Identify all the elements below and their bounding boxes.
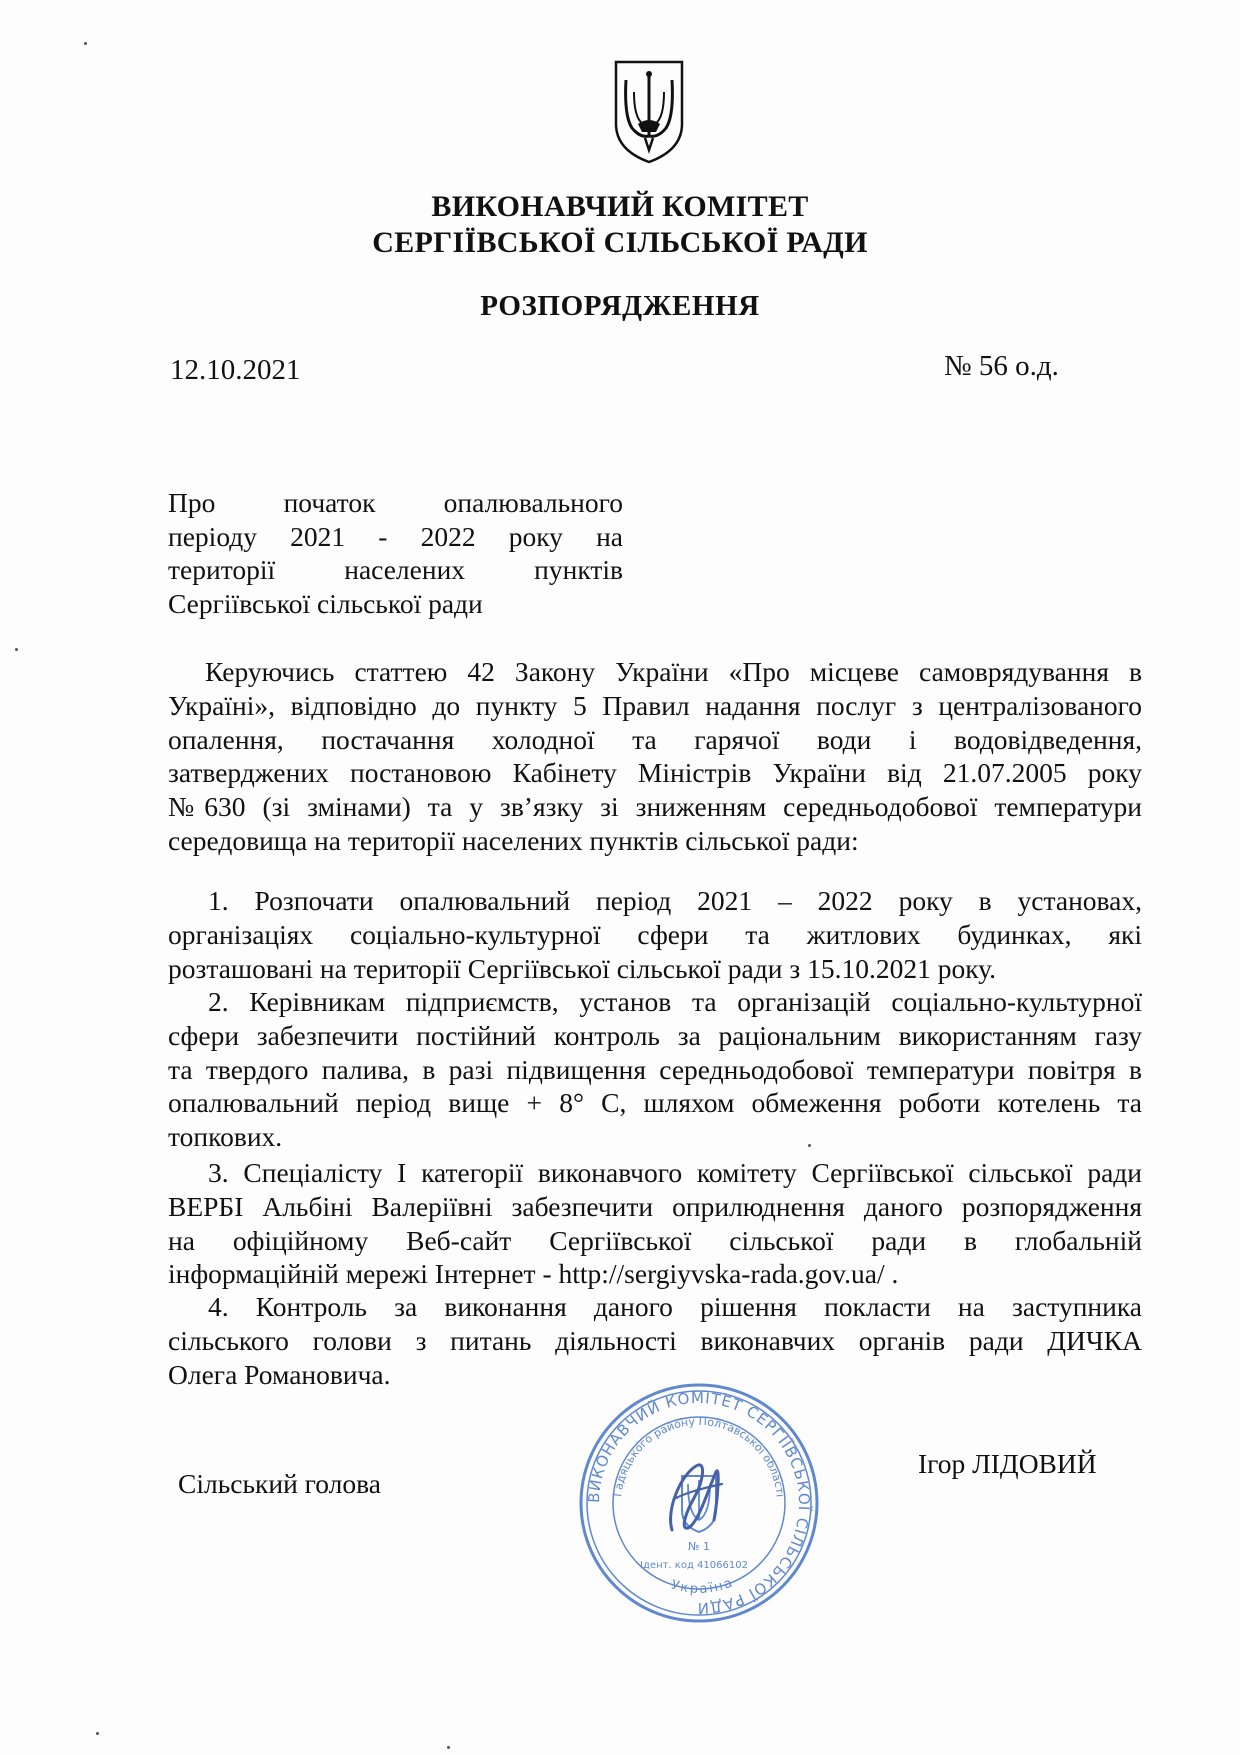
signatory-title: Сільський голова xyxy=(178,1468,381,1499)
order-item-4 xyxy=(168,1290,1142,1391)
document-number: № 56 о.д. xyxy=(944,350,1059,382)
authority-name-line2: СЕРГІЇВСЬКОЇ СІЛЬСЬКОЇ РАДИ xyxy=(372,226,868,259)
scan-speck xyxy=(808,1144,811,1147)
document-date: 12.10.2021 xyxy=(170,354,301,386)
paragraph-line: сфери забезпечити постійний контроль за раціональним використанням газу xyxy=(168,1019,1142,1051)
order-item-3 xyxy=(168,1156,1142,1291)
stamp-number: № 1 xyxy=(688,1540,710,1553)
authority-name-line1: ВИКОНАВЧИЙ КОМІТЕТ xyxy=(431,190,809,223)
paragraph-line: на офіційному Веб-сайт Сергіївської сільської ради в глобальній xyxy=(168,1224,1142,1256)
paragraph-line: розташовані на території Сергіївської сільської ради з 15.10.2021 року. xyxy=(168,952,997,984)
scan-speck xyxy=(15,648,18,651)
paragraph-line: ВЕРБІ Альбіні Валеріївні забезпечити оприлюднення даного розпорядження xyxy=(168,1190,1142,1222)
stamp-outer-text: ВИКОНАВЧИЙ КОМІТЕТ СЕРГІЇВСЬКОЇ СІЛЬСЬКОЇ РАДИ xyxy=(584,1388,814,1618)
paragraph-line: інформаційній мережі Інтернет - http://sergiyvska-rada.gov.ua/ . xyxy=(168,1258,899,1290)
paragraph-line: топкових. xyxy=(168,1121,283,1153)
paragraph-line: опалювальний період вище + 8° С, шляхом обмеження роботи котелень та xyxy=(168,1087,1142,1119)
paragraph-line: організаціях соціально-культурної сфери та житлових будинках, які xyxy=(168,918,1142,950)
paragraph-line: сільського голови з питань діяльності виконавчих органів ради ДИЧКА xyxy=(168,1324,1142,1356)
paragraph-line: 3. Спеціалісту І категорії виконавчого комітету Сергіївської сільської ради xyxy=(208,1157,1142,1188)
paragraph-line: Керуючись статтею 42 Закону України «Про місцеве самоврядування в xyxy=(205,656,1142,687)
document-subject xyxy=(168,486,623,620)
paragraph-line: 2. Керівникам підприємств, установ та організацій соціально-культурної xyxy=(208,986,1142,1017)
paragraph-line: 1. Розпочати опалювальний період 2021 – 2022 року в установах, xyxy=(208,885,1142,916)
subject-line: Сергіївської сільської ради xyxy=(168,587,483,619)
subject-line: періоду 2021 - 2022 року на xyxy=(168,520,623,552)
paragraph-line: №630 (зі змінами) та у зв’язку зі зниженням середньодобової температури xyxy=(168,791,1142,823)
stamp-bottom-text: Україна xyxy=(669,1575,737,1598)
scan-speck xyxy=(447,1746,450,1749)
preamble-paragraph xyxy=(168,655,1142,858)
stamp-code: Ідент. код 41066102 xyxy=(640,1560,748,1571)
stamp-inner-text: Гадяцького району Полтавської області xyxy=(611,1414,787,1498)
paragraph-line: Олега Романовича. xyxy=(168,1358,391,1390)
document-type: РОЗПОРЯДЖЕННЯ xyxy=(480,290,760,322)
paragraph-line: Україні», відповідно до пункту 5 Правил надання послуг з централізованого xyxy=(168,689,1142,721)
official-stamp xyxy=(576,1380,822,1626)
paragraph-line: та твердого палива, в разі підвищення середньодобової температури повітря в xyxy=(168,1053,1142,1085)
scan-speck xyxy=(84,42,87,45)
paragraph-line: середовища на території населених пунктів сільської ради: xyxy=(168,824,859,856)
paragraph-line: опалення, постачання холодної та гарячої води і водовідведення, xyxy=(168,723,1142,755)
paragraph-line: 4. Контроль за виконання даного рішення покласти на заступника xyxy=(208,1291,1142,1322)
signatory-name: Ігор ЛІДОВИЙ xyxy=(918,1448,1097,1479)
scan-speck xyxy=(96,1732,99,1735)
subject-line: території населених пунктів xyxy=(168,554,623,585)
paragraph-line: затверджених постановою Кабінету Міністрів України від 21.07.2005 року xyxy=(168,757,1142,789)
coat-of-arms-icon xyxy=(612,58,686,166)
subject-line: Про початок опалювального xyxy=(168,487,623,518)
order-item-2 xyxy=(168,985,1142,1154)
svg-text:Україна xyxy=(669,1575,736,1597)
order-item-1 xyxy=(168,884,1142,985)
